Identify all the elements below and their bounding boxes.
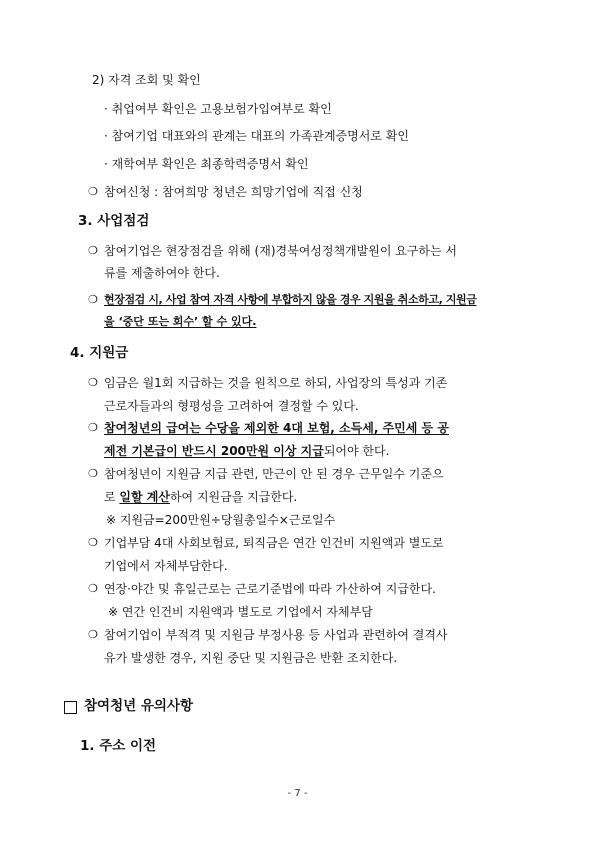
disqualify-rule-line2: 유가 발생한 경우, 지원 중단 및 지원금은 반환 조치한다. [104,651,398,665]
page-number: - 7 - [287,788,308,799]
heading-business-inspection: 3. 사업점검 [78,213,150,229]
cancel-warning-line1: 현장점검 시, 사업 참여 자격 사항에 부합하지 않을 경우 지원을 취소하고, 지원금 [104,293,477,306]
prorate-emphasis: 일할 계산 [119,490,170,504]
heading-participant-notice: 참여청년 유의사항 [84,698,194,714]
insurance-rule-line1: 기업부담 4대 사회보험료, 퇴직금은 연간 인건비 지원액과 별도로 [104,536,444,550]
bullet-icon: ❍ [88,293,98,306]
bullet-icon: ❍ [88,376,98,389]
salary-rule-tail: 되어야 한다. [323,444,390,458]
inspection-text-line1: 참여기업은 현장점검을 위해 (재)경북여성정책개발원이 요구하는 서 [104,244,458,258]
bullet-icon: ❍ [88,185,98,198]
bullet-icon: ❍ [88,421,98,434]
dot-item-enrollment: · 재학여부 확인은 최종학력증명서 확인 [104,157,309,171]
salary-rule-line2 [104,443,389,459]
apply-text: 참여신청 : 참여희망 청년은 희망기업에 직접 신청 [104,185,363,199]
bullet-icon: ❍ [88,582,98,595]
overtime-note: ※ 연간 인건비 지원액과 별도로 기업에서 자체부담 [108,605,373,619]
cancel-warning-line2: 을 ‘중단 또는 회수’ 할 수 있다. [104,315,257,328]
subheading-qualification-check: 2) 자격 조회 및 확인 [92,73,201,87]
inspection-text-line2: 류를 제출하여야 한다. [104,266,220,280]
bullet-icon: ❍ [88,244,98,257]
disqualify-rule-line1: 참여기업이 부적격 및 지원금 부정사용 등 사업과 관련하여 결격사 [104,628,448,642]
salary-rule-emphasis: 제전 기본급이 반드시 200만원 이상 지급 [104,444,324,458]
prorate-prefix: 로 [104,490,120,504]
dot-item-employment: · 취업여부 확인은 고용보험가입여부로 확인 [104,102,332,116]
bullet-icon: ❍ [88,467,98,480]
subsidy-formula-note: ※ 지원금=200만원÷당월총일수×근로일수 [106,513,336,527]
bullet-icon: ❍ [88,536,98,549]
wage-rule-line1: 임금은 월1회 지급하는 것을 원칙으로 하되, 사업장의 특성과 기존 [104,376,448,390]
insurance-rule-line2: 기업에서 자체부담한다. [104,559,228,573]
dot-item-family-relation: · 참여기업 대표와의 관계는 대표의 가족관계증명서로 확인 [104,129,409,143]
overtime-rule: 연장·야간 및 휴일근로는 근로기준법에 따라 가산하여 지급한다. [104,582,436,596]
section-box-icon [64,701,77,714]
wage-rule-line2: 근로자들과의 형평성을 고려하여 결정할 수 있다. [104,399,359,413]
bullet-icon: ❍ [88,628,98,641]
prorate-tail: 하여 지원금을 지급한다. [169,490,298,504]
prorate-rule-line1: 참여청년이 지원금 지급 관련, 만근이 안 된 경우 근무일수 기준으 [104,467,444,481]
prorate-rule-line2 [104,489,297,505]
heading-subsidy: 4. 지원금 [70,345,129,361]
heading-address-transfer: 1. 주소 이전 [80,738,157,754]
salary-rule-line1: 참여청년의 급여는 수당을 제외한 4대 보험, 소득세, 주민세 등 공 [104,421,449,435]
